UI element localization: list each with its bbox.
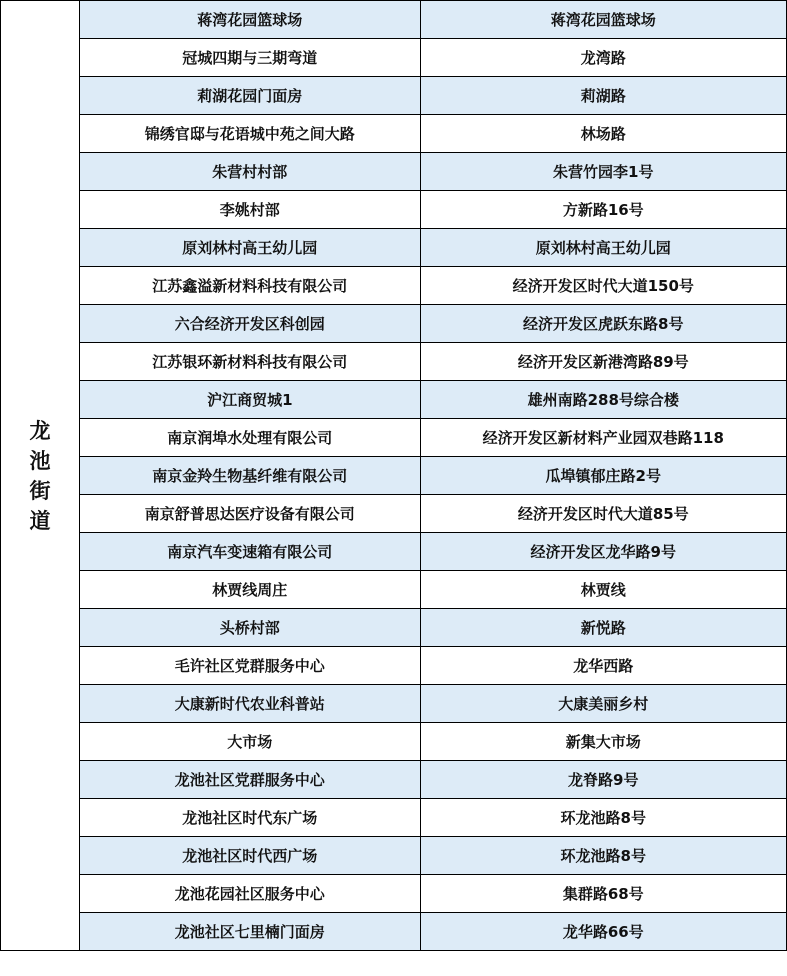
address-cell: 经济开发区新港湾路89号 (420, 343, 786, 381)
street-name: 龙池街道 (29, 418, 51, 533)
location-name-cell: 朱营村村部 (80, 153, 420, 191)
address-cell: 朱营竹园李1号 (420, 153, 786, 191)
table-row (1, 381, 787, 419)
table-row (1, 875, 787, 913)
address-cell: 环龙池路8号 (420, 837, 786, 875)
table-row (1, 153, 787, 191)
address-cell: 新悦路 (420, 609, 786, 647)
table-row (1, 305, 787, 343)
address-cell: 经济开发区新材料产业园双巷路118 (420, 419, 786, 457)
address-cell: 新集大市场 (420, 723, 786, 761)
location-name-cell: 南京舒普思达医疗设备有限公司 (80, 495, 420, 533)
location-name-cell: 头桥村部 (80, 609, 420, 647)
location-name-cell: 六合经济开发区科创园 (80, 305, 420, 343)
address-cell: 集群路68号 (420, 875, 786, 913)
address-cell: 蒋湾花园篮球场 (420, 1, 786, 39)
table-row (1, 533, 787, 571)
table-row (1, 913, 787, 951)
location-name-cell: 蒋湾花园篮球场 (80, 1, 420, 39)
address-cell: 经济开发区时代大道150号 (420, 267, 786, 305)
address-cell: 龙脊路9号 (420, 761, 786, 799)
location-name-cell: 江苏鑫溢新材料科技有限公司 (80, 267, 420, 305)
table-row (1, 685, 787, 723)
address-cell: 龙华路66号 (420, 913, 786, 951)
address-cell: 经济开发区虎跃东路8号 (420, 305, 786, 343)
location-name-cell: 冠城四期与三期弯道 (80, 39, 420, 77)
address-cell: 环龙池路8号 (420, 799, 786, 837)
address-cell: 原刘林村高王幼儿园 (420, 229, 786, 267)
address-cell: 方新路16号 (420, 191, 786, 229)
table-row (1, 191, 787, 229)
location-name-cell: 南京汽车变速箱有限公司 (80, 533, 420, 571)
address-cell: 龙华西路 (420, 647, 786, 685)
location-name-cell: 大市场 (80, 723, 420, 761)
location-name-cell: 龙池社区时代东广场 (80, 799, 420, 837)
table-row (1, 343, 787, 381)
table-row (1, 115, 787, 153)
table-row (1, 837, 787, 875)
address-cell: 雄州南路288号综合楼 (420, 381, 786, 419)
address-cell: 大康美丽乡村 (420, 685, 786, 723)
location-name-cell: 南京润埠水处理有限公司 (80, 419, 420, 457)
location-name-cell: 大康新时代农业科普站 (80, 685, 420, 723)
address-cell: 瓜埠镇郁庄路2号 (420, 457, 786, 495)
table-row (1, 571, 787, 609)
address-cell: 经济开发区龙华路9号 (420, 533, 786, 571)
street-name-cell (1, 1, 80, 951)
location-name-cell: 锦绣官邸与花语城中苑之间大路 (80, 115, 420, 153)
address-cell: 龙湾路 (420, 39, 786, 77)
table-row (1, 457, 787, 495)
table-row (1, 761, 787, 799)
table-row (1, 495, 787, 533)
table-row (1, 267, 787, 305)
table-row (1, 419, 787, 457)
address-cell: 莉湖路 (420, 77, 786, 115)
location-name-cell: 龙池社区党群服务中心 (80, 761, 420, 799)
location-name-cell: 莉湖花园门面房 (80, 77, 420, 115)
location-name-cell: 南京金羚生物基纤维有限公司 (80, 457, 420, 495)
location-name-cell: 原刘林村高王幼儿园 (80, 229, 420, 267)
table-row (1, 647, 787, 685)
location-name-cell: 龙池花园社区服务中心 (80, 875, 420, 913)
table-body (1, 1, 787, 951)
address-cell: 经济开发区时代大道85号 (420, 495, 786, 533)
table-row (1, 609, 787, 647)
table-row (1, 799, 787, 837)
table-row (1, 77, 787, 115)
location-name-cell: 李姚村部 (80, 191, 420, 229)
location-name-cell: 毛许社区党群服务中心 (80, 647, 420, 685)
table-row (1, 723, 787, 761)
location-name-cell: 龙池社区时代西广场 (80, 837, 420, 875)
table-row (1, 39, 787, 77)
location-name-cell: 林贾线周庄 (80, 571, 420, 609)
table-row (1, 229, 787, 267)
location-name-cell: 龙池社区七里楠门面房 (80, 913, 420, 951)
address-cell: 林场路 (420, 115, 786, 153)
table-row (1, 1, 787, 39)
address-cell: 林贾线 (420, 571, 786, 609)
location-name-cell: 江苏银环新材料科技有限公司 (80, 343, 420, 381)
location-name-cell: 沪江商贸城1 (80, 381, 420, 419)
